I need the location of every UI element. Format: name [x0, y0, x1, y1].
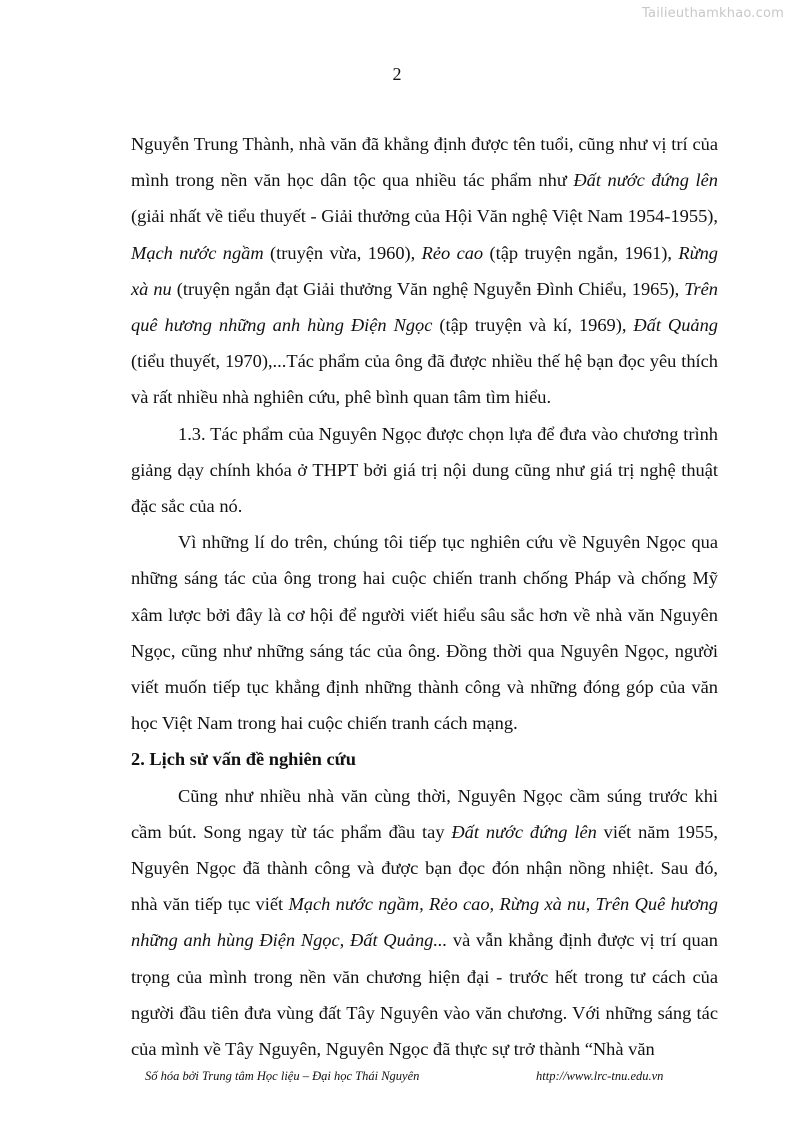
work-titles-list: Mạch nước ngầm, Rẻo cao, Rừng xà nu, Trên Quê hương những anh hùng Điện Ngọc, Đất Quảng... — [131, 894, 719, 951]
text-run: Cũng như nhiều nhà văn cùng thời, Nguyên Ngọc cầm súng trước khi cầm bút. Song ngay từ tác phẩm đầu tay — [131, 785, 718, 842]
work-title: Rừng xà nu — [131, 242, 718, 299]
work-title: Đất Quảng — [633, 315, 718, 336]
paragraph-1 — [131, 126, 718, 416]
paragraph-3: Vì những lí do trên, chúng tôi tiếp tục nghiên cứu về Nguyên Ngọc qua những sáng tác của ông trong hai cuộc chiến tranh chống Pháp và chống Mỹ xâm lược bởi đây là cơ hội để người viết hiểu sâu sắc hơn về nhà văn Nguyên Ngọc, cũng như những sáng tác của ông. Đồng thời qua Nguyên Ngọc, người viết muốn tiếp tục khẳng định những thành công và những đóng góp của văn học Việt Nam trong hai cuộc chiến tranh cách mạng. — [131, 532, 718, 734]
text-run: (giải nhất về tiểu thuyết - Giải thưởng của Hội Văn nghệ Việt Nam 1954-1955), — [131, 206, 718, 227]
watermark: Tailieuthamkhao.com — [642, 6, 784, 21]
document-body — [131, 126, 718, 1067]
paragraph-4 — [131, 778, 718, 1068]
paragraph-2: 1.3. Tác phẩm của Nguyên Ngọc được chọn lựa để đưa vào chương trình giảng dạy chính khóa ở THPT bởi giá trị nội dung cũng như giá trị nghệ thuật đặc sắc của nó. — [131, 423, 718, 517]
work-title: Rẻo cao — [421, 242, 484, 263]
work-title: Mạch nước ngầm — [131, 242, 264, 263]
text-run: (tiểu thuyết, 1970),...Tác phẩm của ông đã được nhiều thế hệ bạn đọc yêu thích và rất nhiều nhà nghiên cứu, phê bình quan tâm tìm hiểu. — [131, 351, 718, 408]
work-title: Đất nước đứng lên — [451, 821, 597, 842]
text-run: (tập truyện và kí, 1969), — [432, 315, 634, 336]
text-run: và vẫn khẳng định được vị trí quan trọng của mình trong nền văn chương hiện đại - trước hết trong tư cách của người đầu tiên đưa vùng đất Tây Nguyên vào văn chương. Với những sáng tác của mình về Tây Nguyên, Nguyên Ngọc đã thực sự trở thành “Nhà văn — [131, 930, 719, 1060]
footer-source: Số hóa bởi Trung tâm Học liệu – Đại học Thái Nguyên — [145, 1069, 420, 1083]
page-number: 2 — [392, 64, 402, 84]
section-heading: 2. Lịch sử vấn đề nghiên cứu — [131, 749, 356, 770]
text-run: Nguyễn Trung Thành, nhà văn đã khẳng định được tên tuổi, cũng như vị trí của mình trong nền văn học dân tộc qua nhiều tác phẩm như — [131, 134, 718, 191]
work-title: Trên quê hương những anh hùng Điện Ngọc — [131, 278, 718, 336]
text-run: (truyện ngắn đạt Giải thưởng Văn nghệ Nguyễn Đình Chiểu, 1965), — [171, 278, 685, 299]
text-run: (truyện vừa, 1960), — [263, 242, 422, 263]
work-title: Đất nước đứng lên — [573, 170, 718, 191]
text-run: (tập truyện ngắn, 1961), — [483, 242, 679, 263]
footer-url: http://www.lrc-tnu.edu.vn — [536, 1069, 664, 1083]
text-run: viết năm 1955, Nguyên Ngọc đã thành công và được bạn đọc đón nhận nồng nhiệt. Sau đó, nhà văn tiếp tục viết — [131, 821, 718, 915]
